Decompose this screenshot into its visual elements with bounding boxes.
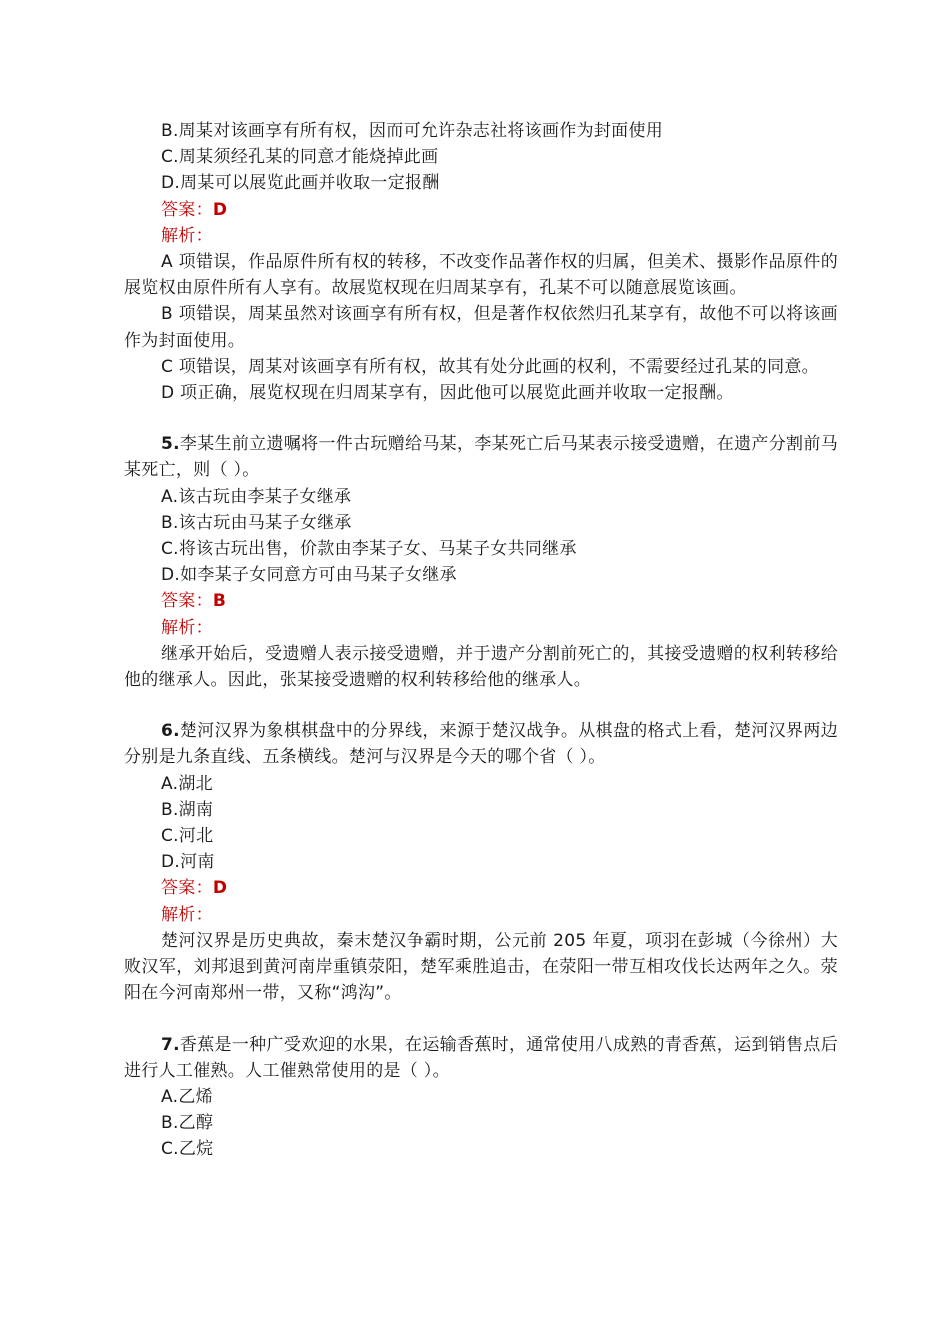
analysis-label: 解析： bbox=[161, 225, 213, 246]
option-c: C.周某须经孔某的同意才能烧掉此画 bbox=[161, 147, 439, 168]
answer-value: D bbox=[212, 878, 228, 899]
answer-line bbox=[124, 197, 838, 223]
analysis-label: 解析： bbox=[161, 904, 213, 925]
answer-value: D bbox=[212, 199, 228, 220]
question-number: 5. bbox=[161, 434, 180, 455]
option-d: D.如李某子女同意方可由马某子女继承 bbox=[161, 565, 457, 586]
analysis-paragraph: 继承开始后，受遗赠人表示接受遗赠，并于遗产分割前死亡的，其接受遗赠的权利转移给他的继承人。因此，张某接受遗赠的权利转移给他的继承人。 bbox=[124, 643, 838, 691]
question-text: 香蕉是一种广受欢迎的水果，在运输香蕉时，通常使用八成熟的青香蕉，运到销售点后进行人工催熟。人工催熟常使用的是（ ）。 bbox=[124, 1034, 838, 1081]
analysis-label: 解析： bbox=[161, 617, 213, 638]
option-b: B.周某对该画享有所有权，因而可允许杂志社将该画作为封面使用 bbox=[161, 121, 664, 141]
option-d: D.周某可以展览此画并收取一定报酬 bbox=[161, 173, 440, 194]
option-a: A.湖北 bbox=[161, 773, 213, 794]
option-c: C.将该古玩出售，价款由李某子女、马某子女共同继承 bbox=[161, 539, 577, 560]
option-d: D.河南 bbox=[161, 852, 215, 873]
question-number: 6. bbox=[161, 721, 180, 742]
answer-value: B bbox=[212, 591, 227, 612]
answer-line bbox=[124, 875, 838, 901]
question-text: 李某生前立遗嘱将一件古玩赠给马某，李某死亡后马某表示接受遗赠，在遗产分割前马某死亡，则（ ）。 bbox=[124, 434, 838, 481]
analysis-paragraph: D 项正确，展览权现在归周某享有，因此他可以展览此画并收取一定报酬。 bbox=[161, 383, 734, 404]
answer-label: 答案： bbox=[161, 878, 213, 899]
question-text: 楚河汉界为象棋棋盘中的分界线，来源于楚汉战争。从棋盘的格式上看，楚河汉界两边分别是九条直线、五条横线。楚河与汉界是今天的哪个省（ ）。 bbox=[124, 721, 838, 768]
option-c: C.乙烷 bbox=[161, 1139, 214, 1160]
analysis-paragraph: C 项错误，周某对该画享有所有权，故其有处分此画的权利，不需要经过孔某的同意。 bbox=[161, 356, 819, 377]
option-b: B.该古玩由马某子女继承 bbox=[161, 512, 352, 533]
document-page bbox=[124, 118, 838, 1163]
option-b: B.湖南 bbox=[161, 799, 214, 820]
analysis-paragraph: A 项错误，作品原件所有权的转移，不改变作品著作权的归属，但美术、摄影作品原件的展览权由原件所有人享有。故展览权现在归周某享有，孔某不可以随意展览该画。 bbox=[124, 252, 838, 299]
question-6-stem bbox=[124, 718, 838, 770]
option-b: B.乙醇 bbox=[161, 1113, 214, 1134]
analysis-paragraph: 楚河汉界是历史典故，秦末楚汉争霸时期，公元前 205 年夏，项羽在彭城（今徐州）大败汉军，刘邦退到黄河南岸重镇荥阳，楚军乘胜追击，在荥阳一带互相攻伐长达两年之久。荥阳在今河南郑州一带，又称“鸿沟”。 bbox=[124, 930, 838, 1004]
question-5-stem bbox=[124, 431, 838, 483]
question-7-stem bbox=[124, 1032, 838, 1084]
analysis-paragraph: B 项错误，周某虽然对该画享有所有权，但是著作权依然归孔某享有，故他不可以将该画作为封面使用。 bbox=[124, 304, 838, 351]
answer-line bbox=[124, 588, 838, 614]
question-number: 7. bbox=[161, 1034, 180, 1055]
option-a: A.该古玩由李某子女继承 bbox=[161, 486, 352, 507]
answer-label: 答案： bbox=[161, 199, 213, 220]
answer-label: 答案： bbox=[161, 591, 213, 612]
option-a: A.乙烯 bbox=[161, 1086, 213, 1107]
option-c: C.河北 bbox=[161, 826, 214, 847]
